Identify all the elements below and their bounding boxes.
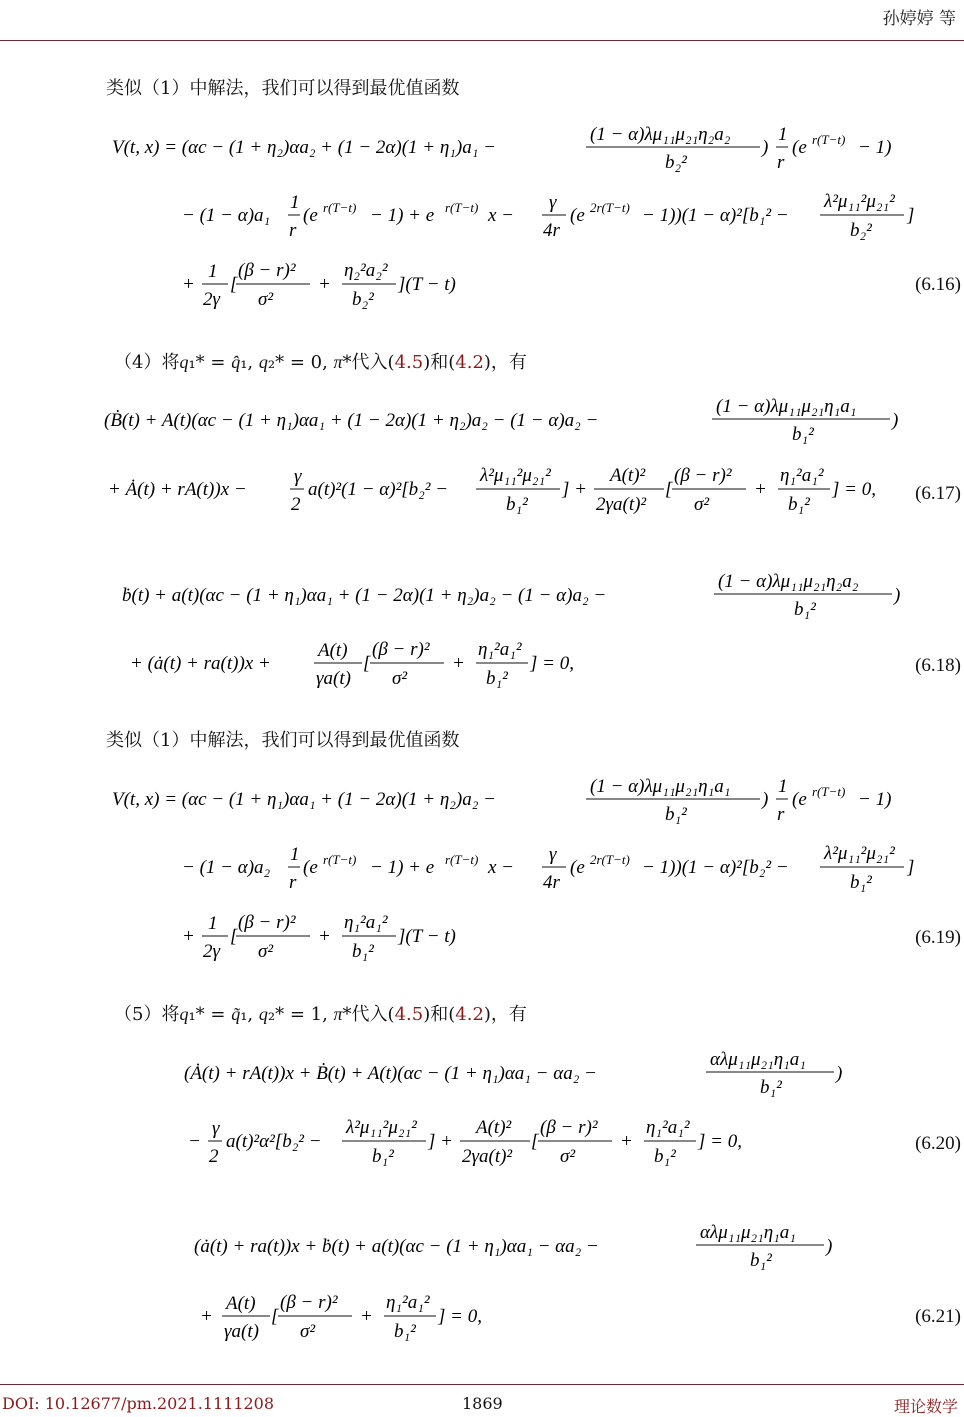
svg-text:+ Ȧ(t) + rA(t))x −: + Ȧ(t) + rA(t))x − bbox=[108, 479, 247, 500]
svg-text:](T − t): ](T − t) bbox=[398, 926, 456, 947]
svg-text:]: ] bbox=[907, 857, 915, 878]
svg-text:] +: ] + bbox=[428, 1131, 453, 1152]
svg-text:(β − r)²: (β − r)² bbox=[238, 912, 296, 933]
svg-text:(β − r)²: (β − r)² bbox=[280, 1292, 338, 1313]
svg-text:r: r bbox=[289, 872, 297, 893]
svg-text:1: 1 bbox=[778, 776, 788, 797]
svg-text:2γ: 2γ bbox=[203, 941, 220, 962]
svg-text:αλμ₁₁μ₂₁η₁a₁: αλμ₁₁μ₂₁η₁a₁ bbox=[700, 1222, 796, 1243]
svg-text:](T − t): ](T − t) bbox=[398, 274, 456, 295]
svg-text:+ (ȧ(t) + ra(t))x +: + (ȧ(t) + ra(t))x + bbox=[130, 653, 271, 674]
svg-text:): ) bbox=[762, 789, 769, 810]
svg-text:r: r bbox=[777, 804, 785, 825]
svg-text:− (1 − α)a₂: − (1 − α)a₂ bbox=[182, 857, 271, 878]
svg-text:+: + bbox=[754, 479, 767, 500]
svg-text:] = 0,: ] = 0, bbox=[698, 1131, 742, 1152]
svg-text:[: [ bbox=[363, 653, 371, 674]
svg-text:2: 2 bbox=[209, 1146, 219, 1167]
svg-text:λ²μ₁₁²μ₂₁²: λ²μ₁₁²μ₂₁² bbox=[346, 1117, 417, 1138]
svg-text:+: + bbox=[318, 926, 331, 947]
svg-text:γ: γ bbox=[212, 1118, 220, 1139]
svg-text:b₁²: b₁² bbox=[760, 1077, 782, 1098]
svg-text:): ) bbox=[826, 1236, 833, 1257]
svg-text:b₂²: b₂² bbox=[352, 289, 374, 310]
svg-text:(β − r)²: (β − r)² bbox=[372, 639, 430, 660]
svg-text:(e: (e bbox=[792, 137, 807, 158]
svg-text:[: [ bbox=[271, 1306, 279, 1327]
svg-text:b₁²: b₁² bbox=[750, 1250, 772, 1271]
svg-text:A(t)²: A(t)² bbox=[610, 465, 646, 486]
header-rule bbox=[0, 40, 964, 41]
equation-6-17-render bbox=[104, 396, 899, 526]
running-header-author: 孙婷婷 等 bbox=[882, 9, 956, 29]
svg-text:V(t, x) = (αc − (1 + η₂)αa₂ +: V(t, x) = (αc − (1 + η₂)αa₂ + (1 − 2α)(1 + η₁)a₁ − bbox=[112, 137, 496, 158]
svg-text:η₁²a₁²: η₁²a₁² bbox=[780, 465, 824, 486]
footer-page-number: 1869 bbox=[462, 1394, 503, 1413]
svg-text:] = 0,: ] = 0, bbox=[832, 479, 876, 500]
svg-text:r(T−t): r(T−t) bbox=[323, 852, 357, 867]
svg-text:+: + bbox=[318, 274, 331, 295]
equation-number-6-16: (6.16) bbox=[915, 274, 961, 295]
svg-text:): ) bbox=[894, 585, 901, 606]
svg-text:(β − r)²: (β − r)² bbox=[540, 1117, 598, 1138]
svg-text:η₁²a₁²: η₁²a₁² bbox=[386, 1292, 430, 1313]
svg-text:2γa(t)²: 2γa(t)² bbox=[596, 494, 647, 515]
svg-text:b₁²: b₁² bbox=[850, 872, 872, 893]
svg-text:1: 1 bbox=[208, 913, 218, 934]
svg-text:2γ: 2γ bbox=[203, 289, 220, 310]
equation-number-6-21: (6.21) bbox=[915, 1306, 961, 1327]
svg-text:(e: (e bbox=[570, 205, 585, 226]
svg-text:λ²μ₁₁²μ₂₁²: λ²μ₁₁²μ₂₁² bbox=[824, 843, 895, 864]
svg-text:− 1): − 1) bbox=[858, 789, 892, 810]
svg-text:− 1))(1 − α)²[b₁² −: − 1))(1 − α)²[b₁² − bbox=[642, 205, 789, 226]
svg-text:1: 1 bbox=[208, 261, 218, 282]
svg-text:] = 0,: ] = 0, bbox=[530, 653, 574, 674]
svg-text:): ) bbox=[892, 410, 899, 431]
svg-text:ḃ(t) + a(t)(αc − (1 + η₁)αa₁ +: ḃ(t) + a(t)(αc − (1 + η₁)αa₁ + (1 − 2α)(1 + η₂)a₂ − (1 − α)a₂ − bbox=[122, 585, 607, 606]
equation-number-6-18: (6.18) bbox=[915, 655, 961, 676]
svg-text:b₁²: b₁² bbox=[792, 424, 814, 445]
svg-text:b₂²: b₂² bbox=[850, 220, 872, 241]
paragraph-similar-1: 类似（1）中解法，我们可以得到最优值函数 bbox=[106, 78, 460, 99]
svg-text:− (1 − α)a₁: − (1 − α)a₁ bbox=[182, 205, 271, 226]
svg-text:(e: (e bbox=[570, 857, 585, 878]
svg-text:b₁²: b₁² bbox=[372, 1146, 394, 1167]
svg-text:(1 − α)λμ₁₁μ₂₁η₂a₂: (1 − α)λμ₁₁μ₂₁η₂a₂ bbox=[590, 124, 731, 145]
equation-number-6-17: (6.17) bbox=[915, 483, 961, 504]
svg-text:− 1) + e: − 1) + e bbox=[370, 205, 435, 226]
svg-text:[: [ bbox=[531, 1131, 539, 1152]
svg-text:σ²: σ² bbox=[560, 1146, 576, 1167]
svg-text:− 1) + e: − 1) + e bbox=[370, 857, 435, 878]
svg-text:2γa(t)²: 2γa(t)² bbox=[462, 1146, 513, 1167]
svg-text:(e: (e bbox=[303, 857, 318, 878]
svg-text:V(t, x) = (αc − (1 + η₁)αa₁ +: V(t, x) = (αc − (1 + η₁)αa₁ + (1 − 2α)(1 + η₂)a₂ − bbox=[112, 789, 496, 810]
case-4-intro: （4）将q₁* = q̂₁, q₂* = 0, π*代入(4.5)和(4.2)，有 bbox=[114, 352, 527, 373]
svg-text:(e: (e bbox=[303, 205, 318, 226]
svg-text:b₁²: b₁² bbox=[486, 668, 508, 689]
svg-text:γ: γ bbox=[294, 466, 302, 487]
svg-text:− 1): − 1) bbox=[858, 137, 892, 158]
svg-text:A(t): A(t) bbox=[226, 1293, 256, 1314]
ref-4-2[interactable]: 4.2 bbox=[455, 352, 484, 373]
svg-text:1: 1 bbox=[778, 124, 788, 145]
svg-text:(1 − α)λμ₁₁μ₂₁η₂a₂: (1 − α)λμ₁₁μ₂₁η₂a₂ bbox=[718, 571, 859, 592]
svg-text:b₂²: b₂² bbox=[665, 152, 687, 173]
svg-text:): ) bbox=[762, 137, 769, 158]
svg-text:A(t)²: A(t)² bbox=[476, 1117, 512, 1138]
svg-text:A(t): A(t) bbox=[318, 640, 348, 661]
svg-text:σ²: σ² bbox=[258, 941, 274, 962]
equation-number-6-20: (6.20) bbox=[915, 1133, 961, 1154]
paragraph-similar-2: 类似（1）中解法，我们可以得到最优值函数 bbox=[106, 730, 460, 751]
svg-text:λ²μ₁₁²μ₂₁²: λ²μ₁₁²μ₂₁² bbox=[824, 191, 895, 212]
svg-text:b₁²: b₁² bbox=[352, 941, 374, 962]
svg-text:b₁²: b₁² bbox=[394, 1321, 416, 1342]
equation-number-6-19: (6.19) bbox=[915, 927, 961, 948]
svg-text:σ²: σ² bbox=[300, 1321, 316, 1342]
svg-text:σ²: σ² bbox=[258, 289, 274, 310]
svg-text:r: r bbox=[289, 220, 297, 241]
svg-text:γa(t): γa(t) bbox=[316, 668, 351, 689]
svg-text:a(t)²α²[b₂² −: a(t)²α²[b₂² − bbox=[226, 1131, 322, 1152]
equation-6-18-render bbox=[122, 568, 912, 698]
svg-text:λ²μ₁₁²μ₂₁²: λ²μ₁₁²μ₂₁² bbox=[480, 465, 551, 486]
svg-text:r(T−t): r(T−t) bbox=[445, 200, 479, 215]
svg-text:b₁²: b₁² bbox=[788, 494, 810, 515]
svg-text:[: [ bbox=[230, 274, 238, 295]
svg-text:] = 0,: ] = 0, bbox=[438, 1306, 482, 1327]
svg-text:η₁²a₁²: η₁²a₁² bbox=[646, 1117, 690, 1138]
svg-text:2r(T−t): 2r(T−t) bbox=[590, 200, 630, 215]
svg-text:(1 − α)λμ₁₁μ₂₁η₁a₁: (1 − α)λμ₁₁μ₂₁η₁a₁ bbox=[590, 776, 731, 797]
ref-4-2b[interactable]: 4.2 bbox=[455, 1004, 484, 1025]
footer-rule bbox=[0, 1384, 964, 1385]
svg-text:− 1))(1 − α)²[b₂² −: − 1))(1 − α)²[b₂² − bbox=[642, 857, 789, 878]
equation-6-20-render bbox=[184, 1046, 864, 1176]
svg-text:αλμ₁₁μ₂₁η₁a₁: αλμ₁₁μ₂₁η₁a₁ bbox=[710, 1049, 806, 1070]
svg-text:r(T−t): r(T−t) bbox=[323, 200, 357, 215]
ref-4-5b[interactable]: 4.5 bbox=[394, 1004, 424, 1025]
ref-4-5[interactable]: 4.5 bbox=[394, 352, 424, 373]
svg-text:x −: x − bbox=[488, 205, 515, 226]
svg-text:r(T−t): r(T−t) bbox=[812, 784, 846, 799]
footer-doi-link[interactable]: DOI: 10.12677/pm.2021.1111208 bbox=[2, 1394, 275, 1413]
svg-text:γa(t): γa(t) bbox=[224, 1321, 259, 1342]
svg-text:4r: 4r bbox=[543, 872, 560, 893]
svg-text:(e: (e bbox=[792, 789, 807, 810]
svg-text:(Ḃ(t) + A(t)(αc − (1 + η₁)αa₁: (Ḃ(t) + A(t)(αc − (1 + η₁)αa₁ + (1 − 2α)(1 + η₂)a₂ − (1 − α)a₂ − bbox=[104, 410, 599, 431]
svg-text:r: r bbox=[777, 152, 785, 173]
footer-journal-name[interactable]: 理论数学 bbox=[893, 1397, 958, 1416]
svg-text:] +: ] + bbox=[562, 479, 587, 500]
svg-text:2: 2 bbox=[291, 494, 301, 515]
svg-text:b₁²: b₁² bbox=[794, 599, 816, 620]
equation-6-19-render bbox=[112, 768, 932, 978]
svg-text:(β − r)²: (β − r)² bbox=[674, 465, 732, 486]
svg-text:x −: x − bbox=[488, 857, 515, 878]
svg-text:σ²: σ² bbox=[392, 668, 408, 689]
svg-text:(Ȧ(t) + rA(t))x + Ḃ(t) + A(t)(: (Ȧ(t) + rA(t))x + Ḃ(t) + A(t)(αc − (1 + η₁)αa₁ − αa₂ − bbox=[184, 1063, 597, 1084]
svg-text:+: + bbox=[200, 1306, 213, 1327]
svg-text:]: ] bbox=[907, 205, 915, 226]
svg-text:σ²: σ² bbox=[694, 494, 710, 515]
svg-text:[: [ bbox=[665, 479, 673, 500]
svg-text:b₁²: b₁² bbox=[654, 1146, 676, 1167]
svg-text:(1 − α)λμ₁₁μ₂₁η₁a₁: (1 − α)λμ₁₁μ₂₁η₁a₁ bbox=[716, 396, 857, 417]
svg-text:γ: γ bbox=[549, 192, 557, 213]
svg-text:(β − r)²: (β − r)² bbox=[238, 260, 296, 281]
svg-text:r(T−t): r(T−t) bbox=[445, 852, 479, 867]
svg-text:+: + bbox=[452, 653, 465, 674]
svg-text:+: + bbox=[620, 1131, 633, 1152]
equation-6-16-render bbox=[112, 116, 932, 326]
svg-text:+: + bbox=[182, 274, 195, 295]
case-5-intro: （5）将q₁* = q̃₁, q₂* = 1, π*代入(4.5)和(4.2)，有 bbox=[114, 1004, 527, 1025]
svg-text:1: 1 bbox=[290, 844, 300, 865]
svg-text:b₁²: b₁² bbox=[506, 494, 528, 515]
svg-text:η₁²a₁²: η₁²a₁² bbox=[478, 639, 522, 660]
svg-text:r(T−t): r(T−t) bbox=[812, 132, 846, 147]
svg-text:−: − bbox=[188, 1131, 201, 1152]
svg-text:η₁²a₁²: η₁²a₁² bbox=[344, 912, 388, 933]
svg-text:[: [ bbox=[230, 926, 238, 947]
svg-text:+: + bbox=[360, 1306, 373, 1327]
svg-text:): ) bbox=[836, 1063, 843, 1084]
svg-text:(ȧ(t) + ra(t))x + ḃ(t) + a(t)(: (ȧ(t) + ra(t))x + ḃ(t) + a(t)(αc − (1 + η₁)αa₁ − αa₂ − bbox=[194, 1236, 599, 1257]
equation-6-21-render bbox=[194, 1218, 854, 1348]
svg-text:+: + bbox=[182, 926, 195, 947]
svg-text:η₂²a₂²: η₂²a₂² bbox=[344, 260, 388, 281]
svg-text:1: 1 bbox=[290, 192, 300, 213]
svg-text:γ: γ bbox=[549, 844, 557, 865]
svg-text:4r: 4r bbox=[543, 220, 560, 241]
svg-text:a(t)²(1 − α)²[b₂² −: a(t)²(1 − α)²[b₂² − bbox=[308, 479, 449, 500]
svg-text:2r(T−t): 2r(T−t) bbox=[590, 852, 630, 867]
svg-text:b₁²: b₁² bbox=[665, 804, 687, 825]
